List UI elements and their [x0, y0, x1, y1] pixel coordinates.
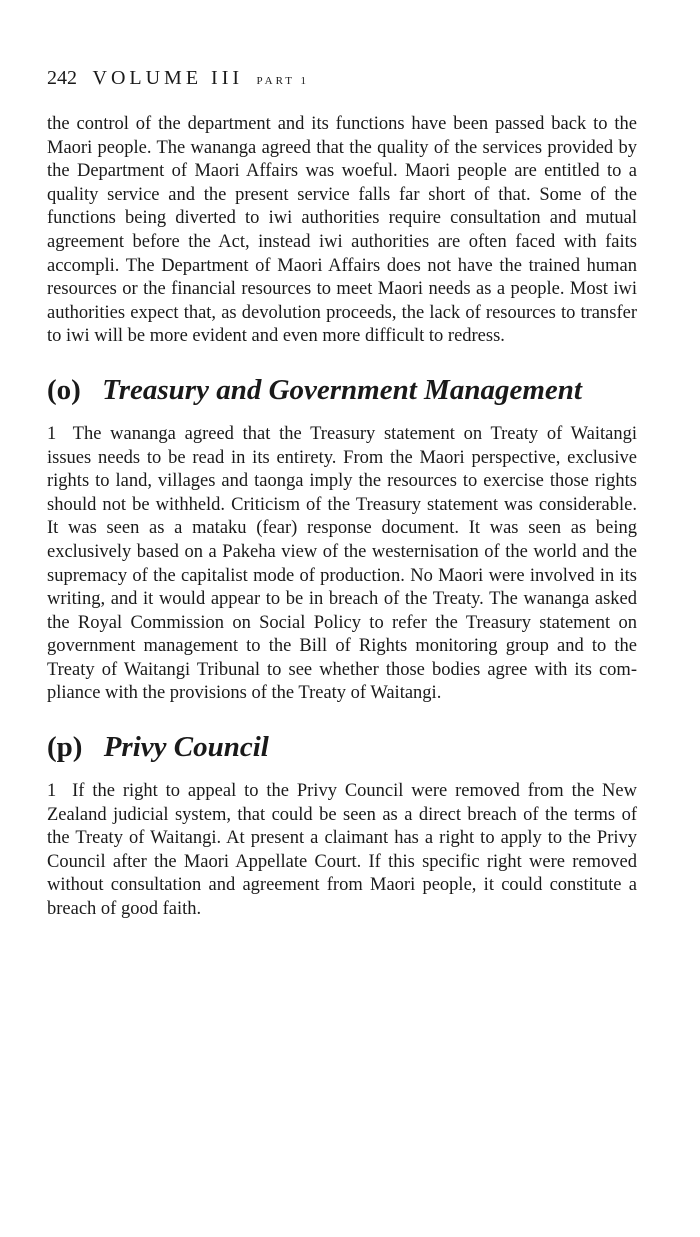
section-letter: (p) — [47, 731, 83, 764]
section-privy-council — [47, 730, 637, 922]
paragraph-number: 1 — [47, 781, 57, 802]
treasury-paragraph-1 — [47, 423, 637, 706]
section-heading-treasury — [47, 373, 637, 407]
paragraph-number: 1 — [47, 423, 57, 444]
section-title: Privy Council — [103, 731, 269, 764]
running-head — [47, 66, 637, 93]
paragraph-text: The wananga agreed that the Treasury statement on Treaty of Waitangi issues needs to be read in its entirety. From the Maori perspective, exclusive rights to land, villages and taonga imply the resources to exercise those rights should not be withheld. Criticism of the Treasury statement was considerable. It was seen as a mataku (fear) response document. It was seen as being exclusively based on a Pakeha view of the westernisation of the world and the supremacy of the capitalist mode of production. No Maori were involved in its writing, and it would appear to be in breach of the Treaty. The wananga asked the Royal Commission on Social Policy to refer the Treasury statement on government management to the Bill of Rights monitoring group and to the Treaty of Waitangi Tribunal to see whether those bodies agree with its compliance with the provisions of the Treaty of Waitangi. — [47, 423, 637, 704]
paragraph-text: If the right to appeal to the Privy Council were removed from the New Zealand judicial system, that could be seen as a direct breach of the terms of the Treaty of Waitangi. At present a claimant has a right to apply to the Privy Council after the Maori Appellate Court. If this specific right were removed without consultation and agreement from Maori people, it could constitute a breach of good faith. — [47, 781, 637, 920]
document-page — [47, 66, 637, 922]
page-number: 242 — [47, 67, 77, 89]
section-treasury — [47, 373, 637, 706]
continued-paragraph: the control of the department and its functions have been passed back to the Maori people. The wananga agreed that the quality of the services provided by the Department of Maori Affairs was woeful. Maori people are entitled to a quality service and the present service falls far short of that. Some of the functions being diverted to iwi authorities require consultation and mutual agreement before the Act, instead iwi authorities are often faced with faits accompli. The Department of Maori Affairs does not have the trained human resources or the financial resources to meet Maori needs as a people. Most iwi authorities expect that, as devolution proceeds, the lack of resources to transfer to iwi will be more evident and even more difficult to redress. — [47, 114, 637, 347]
section-title: Treasury and Government Management — [102, 373, 582, 406]
privy-council-paragraph-1 — [47, 780, 637, 922]
section-heading-privy-council — [47, 730, 637, 764]
part-label: PART 1 — [256, 75, 310, 87]
volume-label: VOLUME III — [92, 67, 244, 89]
section-letter: (o) — [47, 373, 81, 406]
